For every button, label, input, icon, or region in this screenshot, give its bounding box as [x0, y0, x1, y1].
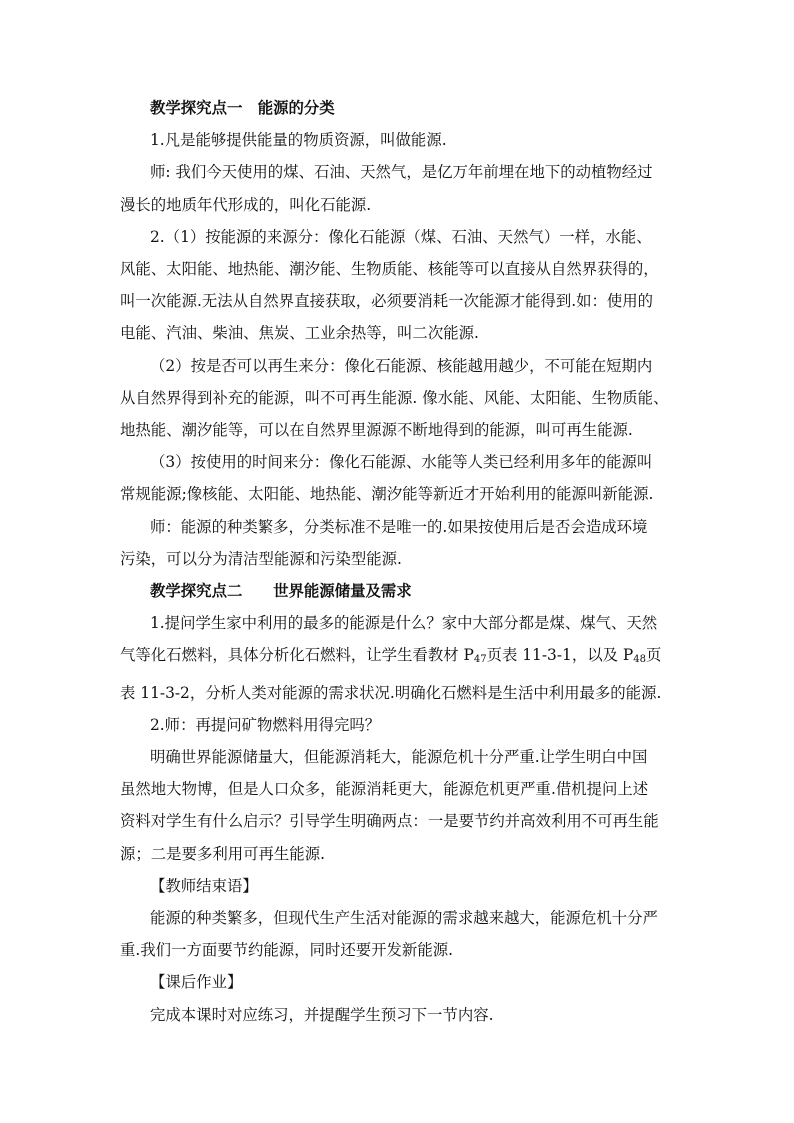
classification-1-line3: 叫一次能源.无法从自然界直接获取，必须要消耗一次能源才能得到.如：使用的	[120, 292, 654, 311]
section1-definition: 1.凡是能够提供能量的物质资源，叫做能源.	[150, 131, 447, 150]
question-2: 2.师：再提问矿物燃料用得完吗？	[150, 715, 381, 734]
question-1-line1: 1.提问学生家中利用的最多的能源是什么？家中大部分都是煤、煤气、天然	[150, 614, 658, 633]
clarification-line3: 资料对学生有什么启示？引导学生明确两点：一是要节约并高效利用不可再生能	[120, 812, 659, 831]
closing-line1: 能源的种类繁多，但现代生产生活对能源的需求越来越大，能源危机十分严	[150, 909, 658, 928]
clarification-line2: 虽然地大物博，但是人口众多，能源消耗更大，能源危机更严重.借机提问上述	[120, 780, 649, 799]
teacher-remark-1-line2: 漫长的地质年代形成的，叫化石能源.	[120, 195, 372, 214]
question-1-line2-a: 气等化石燃料，具体分析化石燃料，让学生看教材 P	[120, 646, 474, 665]
page-subscript-47: 47	[473, 654, 487, 666]
section1-heading: 教学探究点一 能源的分类	[150, 99, 335, 117]
question-1-line2-b: 页表 11-3-1，以及 P	[486, 646, 634, 665]
clarification-line1: 明确世界能源储量大，但能源消耗大，能源危机十分严重.让学生明白中国	[150, 748, 648, 767]
homework-line1: 完成本课时对应练习，并提醒学生预习下一节内容.	[150, 1005, 494, 1024]
classification-1-line2: 风能、太阳能、地热能、潮汐能、生物质能、核能等可以直接从自然界获得的，	[120, 260, 659, 279]
section2-heading: 教学探究点二 世界能源储量及需求	[150, 582, 412, 601]
teacher-remark-2-line1: 师：能源的种类繁多，分类标准不是唯一的.如果按使用后是否会造成环境	[150, 517, 648, 536]
closing-heading: 【教师结束语】	[150, 876, 258, 895]
document-page	[120, 92, 688, 1031]
teacher-remark-1-line1: 师: 我们今天使用的煤、石油、天然气，是亿万年前埋在地下的动植物经过	[150, 163, 653, 182]
question-1-line2	[120, 639, 688, 676]
classification-3-line1: （3）按使用的时间来分：像化石能源、水能等人类已经利用多年的能源叫	[150, 453, 653, 472]
classification-1-line1: 2.（1）按能源的来源分：像化石能源（煤、石油、天然气）一样，水能、	[150, 227, 652, 246]
clarification-line4: 源；二是要多利用可再生能源.	[120, 844, 325, 863]
homework-heading: 【课后作业】	[150, 973, 243, 992]
classification-3-line2: 常规能源;像核能、太阳能、地热能、潮汐能等新近才开始利用的能源叫新能源.	[120, 485, 654, 504]
question-1-line2-c: 页	[645, 646, 662, 665]
closing-line2: 重.我们一方面要节约能源，同时还要开发新能源.	[120, 941, 453, 960]
classification-1-line4: 电能、汽油、柴油、焦炭、工业余热等，叫二次能源.	[120, 324, 479, 343]
classification-2-line2: 从自然界得到补充的能源，叫不可再生能源. 像水能、风能、太阳能、生物质能、	[120, 388, 669, 407]
classification-2-line1: （2）按是否可以再生来分：像化石能源、核能越用越少，不可能在短期内	[150, 356, 653, 375]
question-1-line3: 表 11-3-2，分析人类对能源的需求状况.明确化石燃料是生活中利用最多的能源.	[120, 683, 662, 702]
page-subscript-48: 48	[633, 654, 646, 666]
teacher-remark-2-line2: 污染，可以分为清洁型能源和污染型能源.	[120, 549, 402, 568]
classification-2-line3: 地热能、潮汐能等，可以在自然界里源源不断地得到的能源，叫可再生能源.	[120, 421, 633, 440]
